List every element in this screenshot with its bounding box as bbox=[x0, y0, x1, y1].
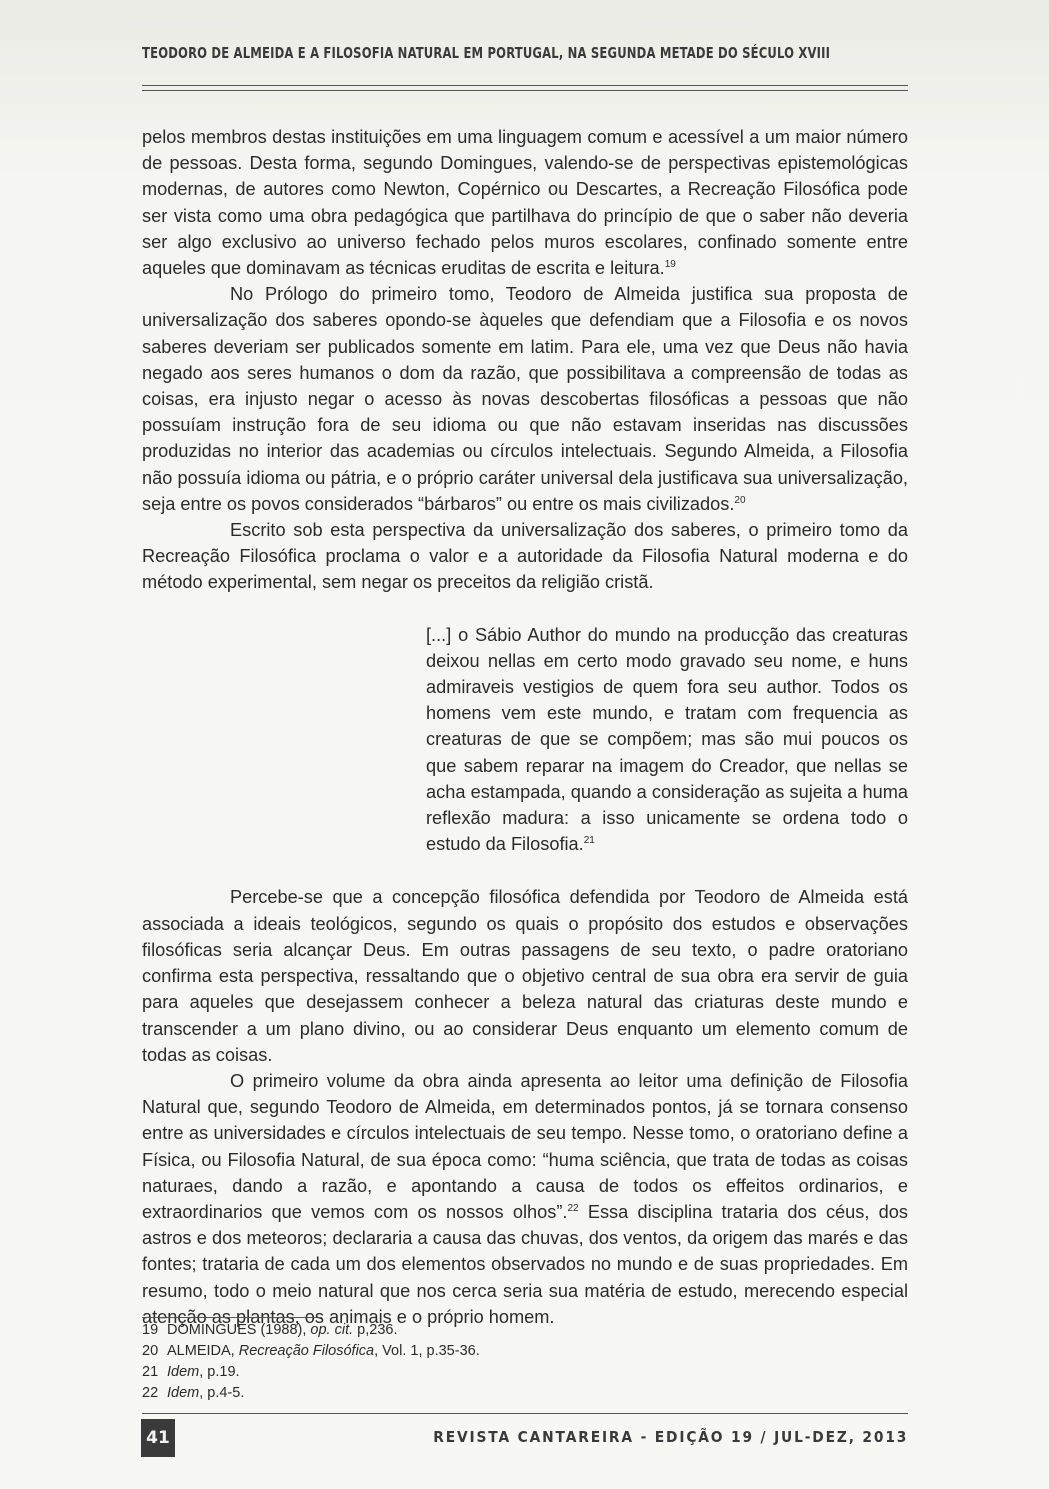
paragraph-5-text-b: Essa disciplina trataria dos céus, dos astros e dos meteoros; declararia a causa das chuvas, dos ventos, da origem das marés e das fontes; trataria de cada um dos elementos observados no mundo e de suas propriedades. Em resumo, todo o meio natural que nos cerca seria sua matéria de estudo, merecendo especial atenção as plantas, os animais e o próprio homem. bbox=[142, 1201, 908, 1327]
header-rule-bottom bbox=[142, 90, 908, 91]
paragraph-5 bbox=[142, 1068, 908, 1330]
article-body bbox=[142, 124, 908, 1330]
paragraph-1-text: pelos membros destas instituições em uma linguagem comum e acessível a um maior número de pessoas. Desta forma, segundo Domingues, valendo-se de perspectivas epistemológicas modernas, de autores como Newton, Copérnico ou Descartes, a Recreação Filosófica pode ser vista como uma obra pedagógica que partilhava do princípio de que o saber não deveria ser algo exclusivo ao universo fechado pelos muros escolares, confinado somente entre aqueles que dominavam as técnicas eruditas de escrita e leitura. bbox=[142, 127, 908, 279]
paragraph-1 bbox=[142, 124, 908, 281]
paragraph-5-text-a: O primeiro volume da obra ainda apresenta ao leitor uma definição de Filosofia Natural que, segundo Teodoro de Almeida, em determinados pontos, já se tornara consenso entre as universidades e círculos intelectuais de seu tempo. Nesse tomo, o oratoriano define a Física, ou Filosofia Natural, de sua época como: “huma sciência, que trata de todas as coisas naturaes, dando a razão, e apontando a causa de todos os effeitos ordinarios, e extraordinarios que vemos com os nossos olhos”. bbox=[142, 1070, 908, 1222]
block-quote-text: [...] o Sábio Author do mundo na producção das creaturas deixou nellas em certo modo gravado seu nome, e huns admiraveis vestigios de quem fora seu author. Todos os homens vem este mundo, e tratam com frequencia as creaturas de que se compõem; mas são mui poucos os que sabem reparar na imagem do Creador, que nellas se acha estampada, quando a consideração as sujeita a huma reflexão madura: a isso unicamente se ordena todo o estudo da Filosofia. bbox=[426, 624, 908, 855]
journal-title: REVISTA CANTAREIRA - EDIÇÃO 19 / JUL-DEZ, 2013 bbox=[433, 1428, 908, 1446]
paragraph-3: Escrito sob esta perspectiva da universalização dos saberes, o primeiro tomo da Recreação Filosófica proclama o valor e a autoridade da Filosofia Natural moderna e do método experimental, sem negar os preceitos da religião cristã. bbox=[142, 520, 908, 593]
footnote-20: 20 ALMEIDA, Recreação Filosófica, Vol. 1, p.35-36. bbox=[142, 1343, 480, 1359]
footnote-ref-21: 21 bbox=[583, 835, 595, 847]
footnote-ref-22: 22 bbox=[567, 1202, 579, 1214]
paragraph-2 bbox=[142, 281, 908, 517]
footnotes bbox=[142, 1320, 842, 1404]
footnote-19: 19 DOMINGUES (1988), op. cit. p,236. bbox=[142, 1322, 398, 1338]
paragraph-4: Percebe-se que a concepção filosófica defendida por Teodoro de Almeida está associada a ideais teológicos, segundo os quais o propósito dos estudos e observações filosóficas seria alcançar Deus. Em outras passagens de seu texto, o padre oratoriano confirma esta perspectiva, ressaltando que o objetivo central de sua obra era servir de guia para aqueles que desejassem conhecer a beleza natural das criaturas deste mundo e transcender a um plano divino, ou ao considerar Deus enquanto um elemento comum de todas as coisas. bbox=[142, 887, 908, 1065]
footnote-ref-19: 19 bbox=[664, 259, 676, 271]
footnote-22: 22 Idem, p.4-5. bbox=[142, 1385, 245, 1401]
header-rule-top bbox=[142, 85, 908, 86]
footnote-21: 21 Idem, p.19. bbox=[142, 1364, 240, 1380]
block-quote bbox=[426, 622, 908, 858]
footnote-ref-20: 20 bbox=[734, 494, 746, 506]
footer-rule bbox=[142, 1413, 908, 1414]
running-title: TEODORO DE ALMEIDA E A FILOSOFIA NATURAL EM PORTUGAL, NA SEGUNDA METADE DO SÉCULO XVIII bbox=[142, 44, 831, 62]
paragraph-2-text: No Prólogo do primeiro tomo, Teodoro de Almeida justifica sua proposta de universalização dos saberes opondo-se àqueles que defendiam que a Filosofia e os novos saberes deveriam ser publicados somente em latim. Para ele, uma vez que Deus não havia negado aos seres humanos o dom da razão, que possibilitava a compreensão de todas as coisas, era injusto negar o acesso às novas descobertas filosóficas a pessoas que não possuíam instrução fora de seu idioma ou que não estavam inseridas nas discussões produzidas no interior das academias ou círculos intelectuais. Segundo Almeida, a Filosofia não possuía idioma ou pátria, e o próprio caráter universal dela justificava sua universalização, seja entre os povos considerados “bárbaros” ou entre os mais civilizados. bbox=[142, 284, 908, 514]
footnote-separator bbox=[142, 1317, 322, 1318]
page-number: 41 bbox=[141, 1419, 175, 1457]
